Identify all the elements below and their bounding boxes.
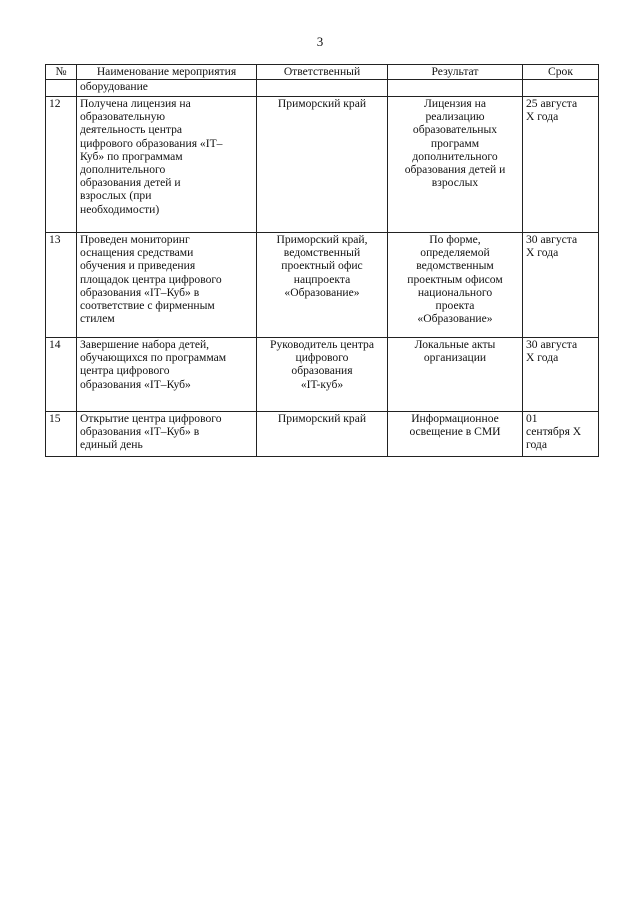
result: Локальные акты организации — [414, 338, 496, 365]
event-name: Завершение набора детей, обучающихся по программам центра цифрового образования «IT–Куб» — [80, 338, 227, 391]
header-responsible: Ответственный — [257, 65, 388, 80]
table-row-continuation — [46, 80, 599, 97]
header-term: Срок — [523, 65, 599, 80]
table-row — [46, 338, 599, 412]
events-table — [45, 64, 599, 457]
event-name: Проведен мониторинг оснащения средствами обучения и приведения площадок центра цифрового образования «IT–Куб» в соответствие с фирменным стилем — [80, 233, 222, 326]
event-name: Открытие центра цифрового образования «IT–Куб» в единый день — [80, 412, 222, 452]
row-number: 14 — [46, 338, 77, 412]
result: Информационное освещение в СМИ — [409, 412, 501, 439]
page-number: 3 — [316, 34, 324, 49]
table-header-row — [46, 65, 599, 80]
result: Лицензия на реализацию образовательных программ дополнительного образования детей и взрослых — [404, 97, 506, 190]
term: 30 августа X года — [526, 338, 578, 365]
responsible: Руководитель центра цифрового образования «IT-куб» — [270, 338, 374, 391]
table-row — [46, 233, 599, 338]
term: 30 августа X года — [526, 233, 578, 260]
responsible: Приморский край — [277, 412, 367, 425]
result: По форме, определяемой ведомственным проектным офисом национального проекта «Образование» — [407, 233, 503, 326]
term: 25 августа X года — [526, 97, 578, 124]
header-event-name: Наименование мероприятия — [77, 65, 257, 80]
responsible: Приморский край, ведомственный проектный офис нацпроекта «Образование» — [276, 233, 368, 299]
row-number: 15 — [46, 412, 77, 457]
header-result: Результат — [388, 65, 523, 80]
event-name: Получена лицензия на образовательную деятельность центра цифрового образования «IT– Куб» по программам дополнительного образования детей и взрослых (при необходимости) — [80, 97, 223, 216]
row-number: 13 — [46, 233, 77, 338]
continuation-text: оборудование — [77, 80, 257, 97]
row-number: 12 — [46, 97, 77, 233]
table-row — [46, 412, 599, 457]
term: 01 сентября X года — [526, 412, 582, 452]
header-number: № — [46, 65, 77, 80]
responsible: Приморский край — [277, 97, 367, 110]
table-row — [46, 97, 599, 233]
